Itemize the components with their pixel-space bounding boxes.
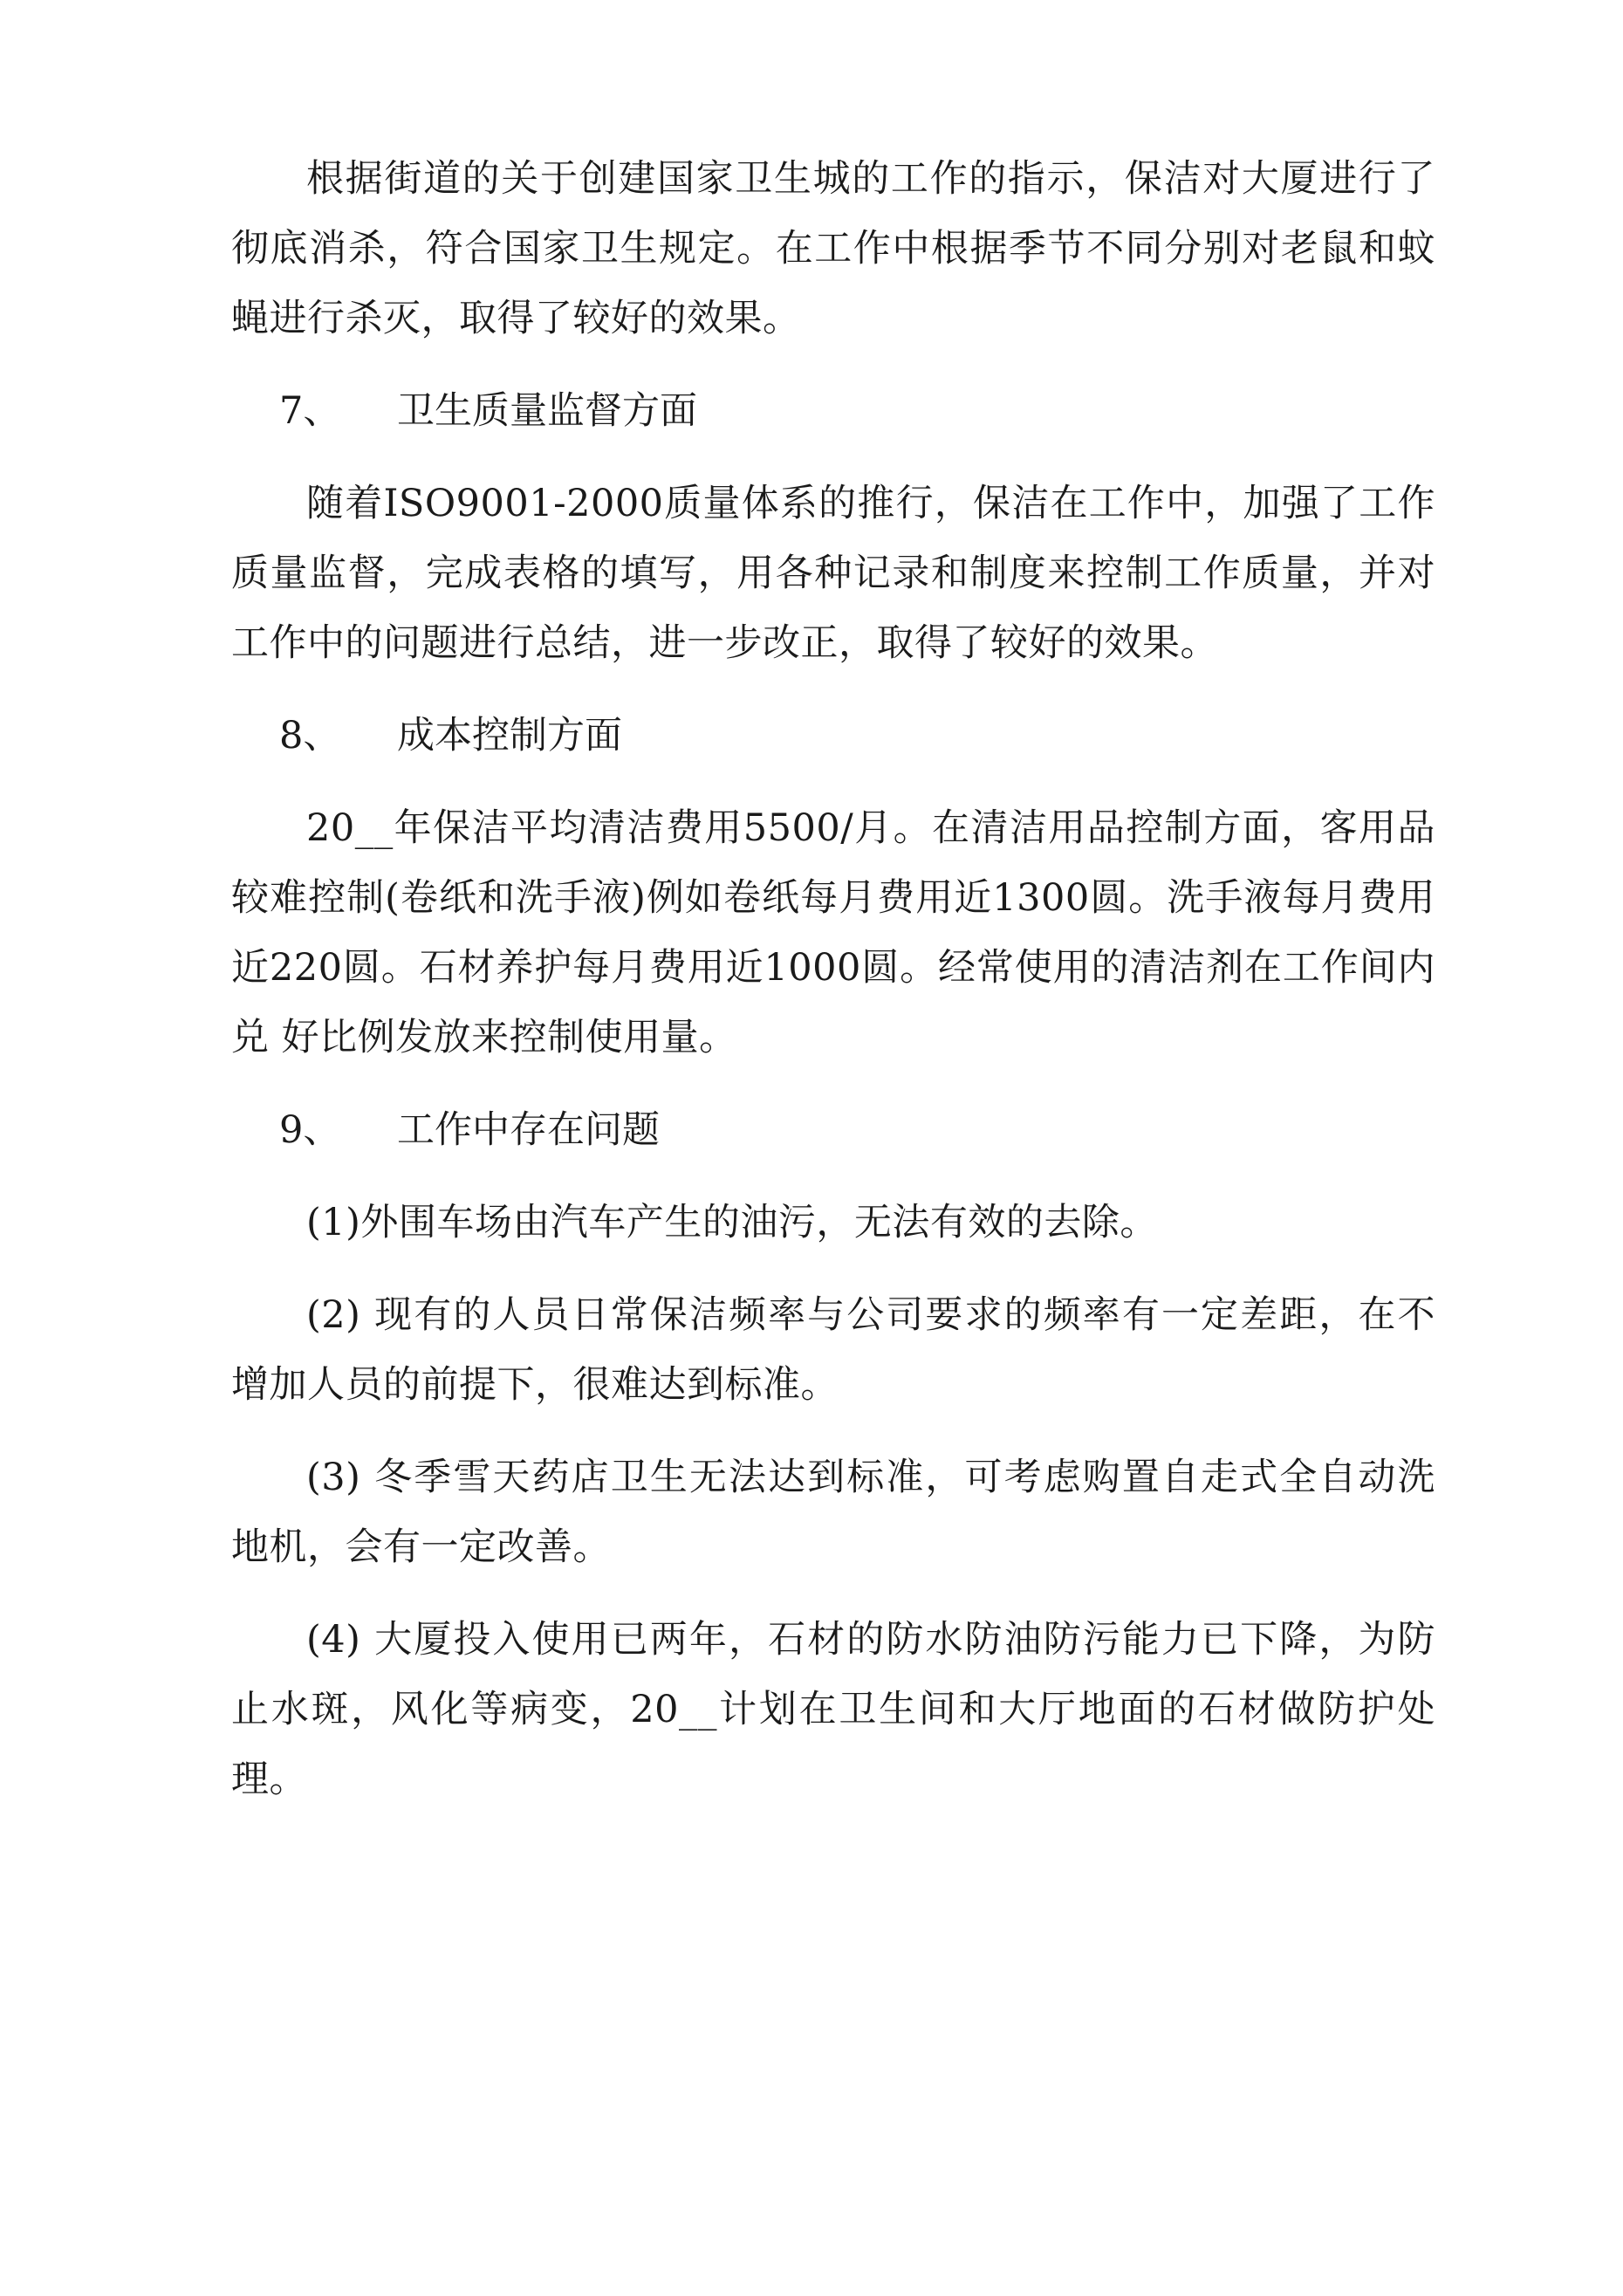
section-number: 7、 — [279, 389, 341, 433]
problem-item-2: (2) 现有的人员日常保洁频率与公司要求的频率有一定差距，在不增加人员的前提下，很难达到标准。 — [231, 1293, 1435, 1407]
section-heading-8 — [231, 701, 1435, 771]
section-heading-9 — [231, 1095, 1435, 1165]
paragraph-quality: 随着ISO9001-2000质量体系的推行，保洁在工作中，加强了工作质量监督，完成表格的填写，用各种记录和制度来控制工作质量，并对工作中的问题进行总结，进一步改正，取得了较好的效果。 — [231, 482, 1435, 665]
document-body — [231, 144, 1435, 1814]
section-title: 成本控制方面 — [397, 714, 622, 757]
section-number: 9、 — [279, 1108, 341, 1152]
problem-item-4: (4) 大厦投入使用已两年，石材的防水防油防污能力已下降，为防止水斑，风化等病变，20__计划在卫生间和大厅地面的石材做防护处理。 — [231, 1618, 1435, 1801]
section-heading-7 — [231, 376, 1435, 446]
paragraph-sanitation: 根据街道的关于创建国家卫生城的工作的指示，保洁对大厦进行了彻底消杀，符合国家卫生规定。在工作中根据季节不同分别对老鼠和蚊蝇进行杀灭，取得了较好的效果。 — [231, 157, 1435, 340]
paragraph-cost: 20__年保洁平均清洁费用5500/月。在清洁用品控制方面，客用品较难控制(卷纸和洗手液)例如卷纸每月费用近1300圆。洗手液每月费用近220圆。石材养护每月费用近1000圆。经常使用的清洁剂在工作间内兑 好比例发放来控制使用量。 — [231, 806, 1435, 1059]
section-title: 工作中存在问题 — [397, 1108, 660, 1152]
section-number: 8、 — [279, 714, 341, 757]
problem-item-1: (1)外围车场由汽车产生的油污，无法有效的去除。 — [306, 1201, 1158, 1244]
section-title: 卫生质量监督方面 — [397, 389, 697, 433]
problem-item-3: (3) 冬季雪天药店卫生无法达到标准，可考虑购置自走式全自动洗地机，会有一定改善。 — [231, 1456, 1435, 1569]
